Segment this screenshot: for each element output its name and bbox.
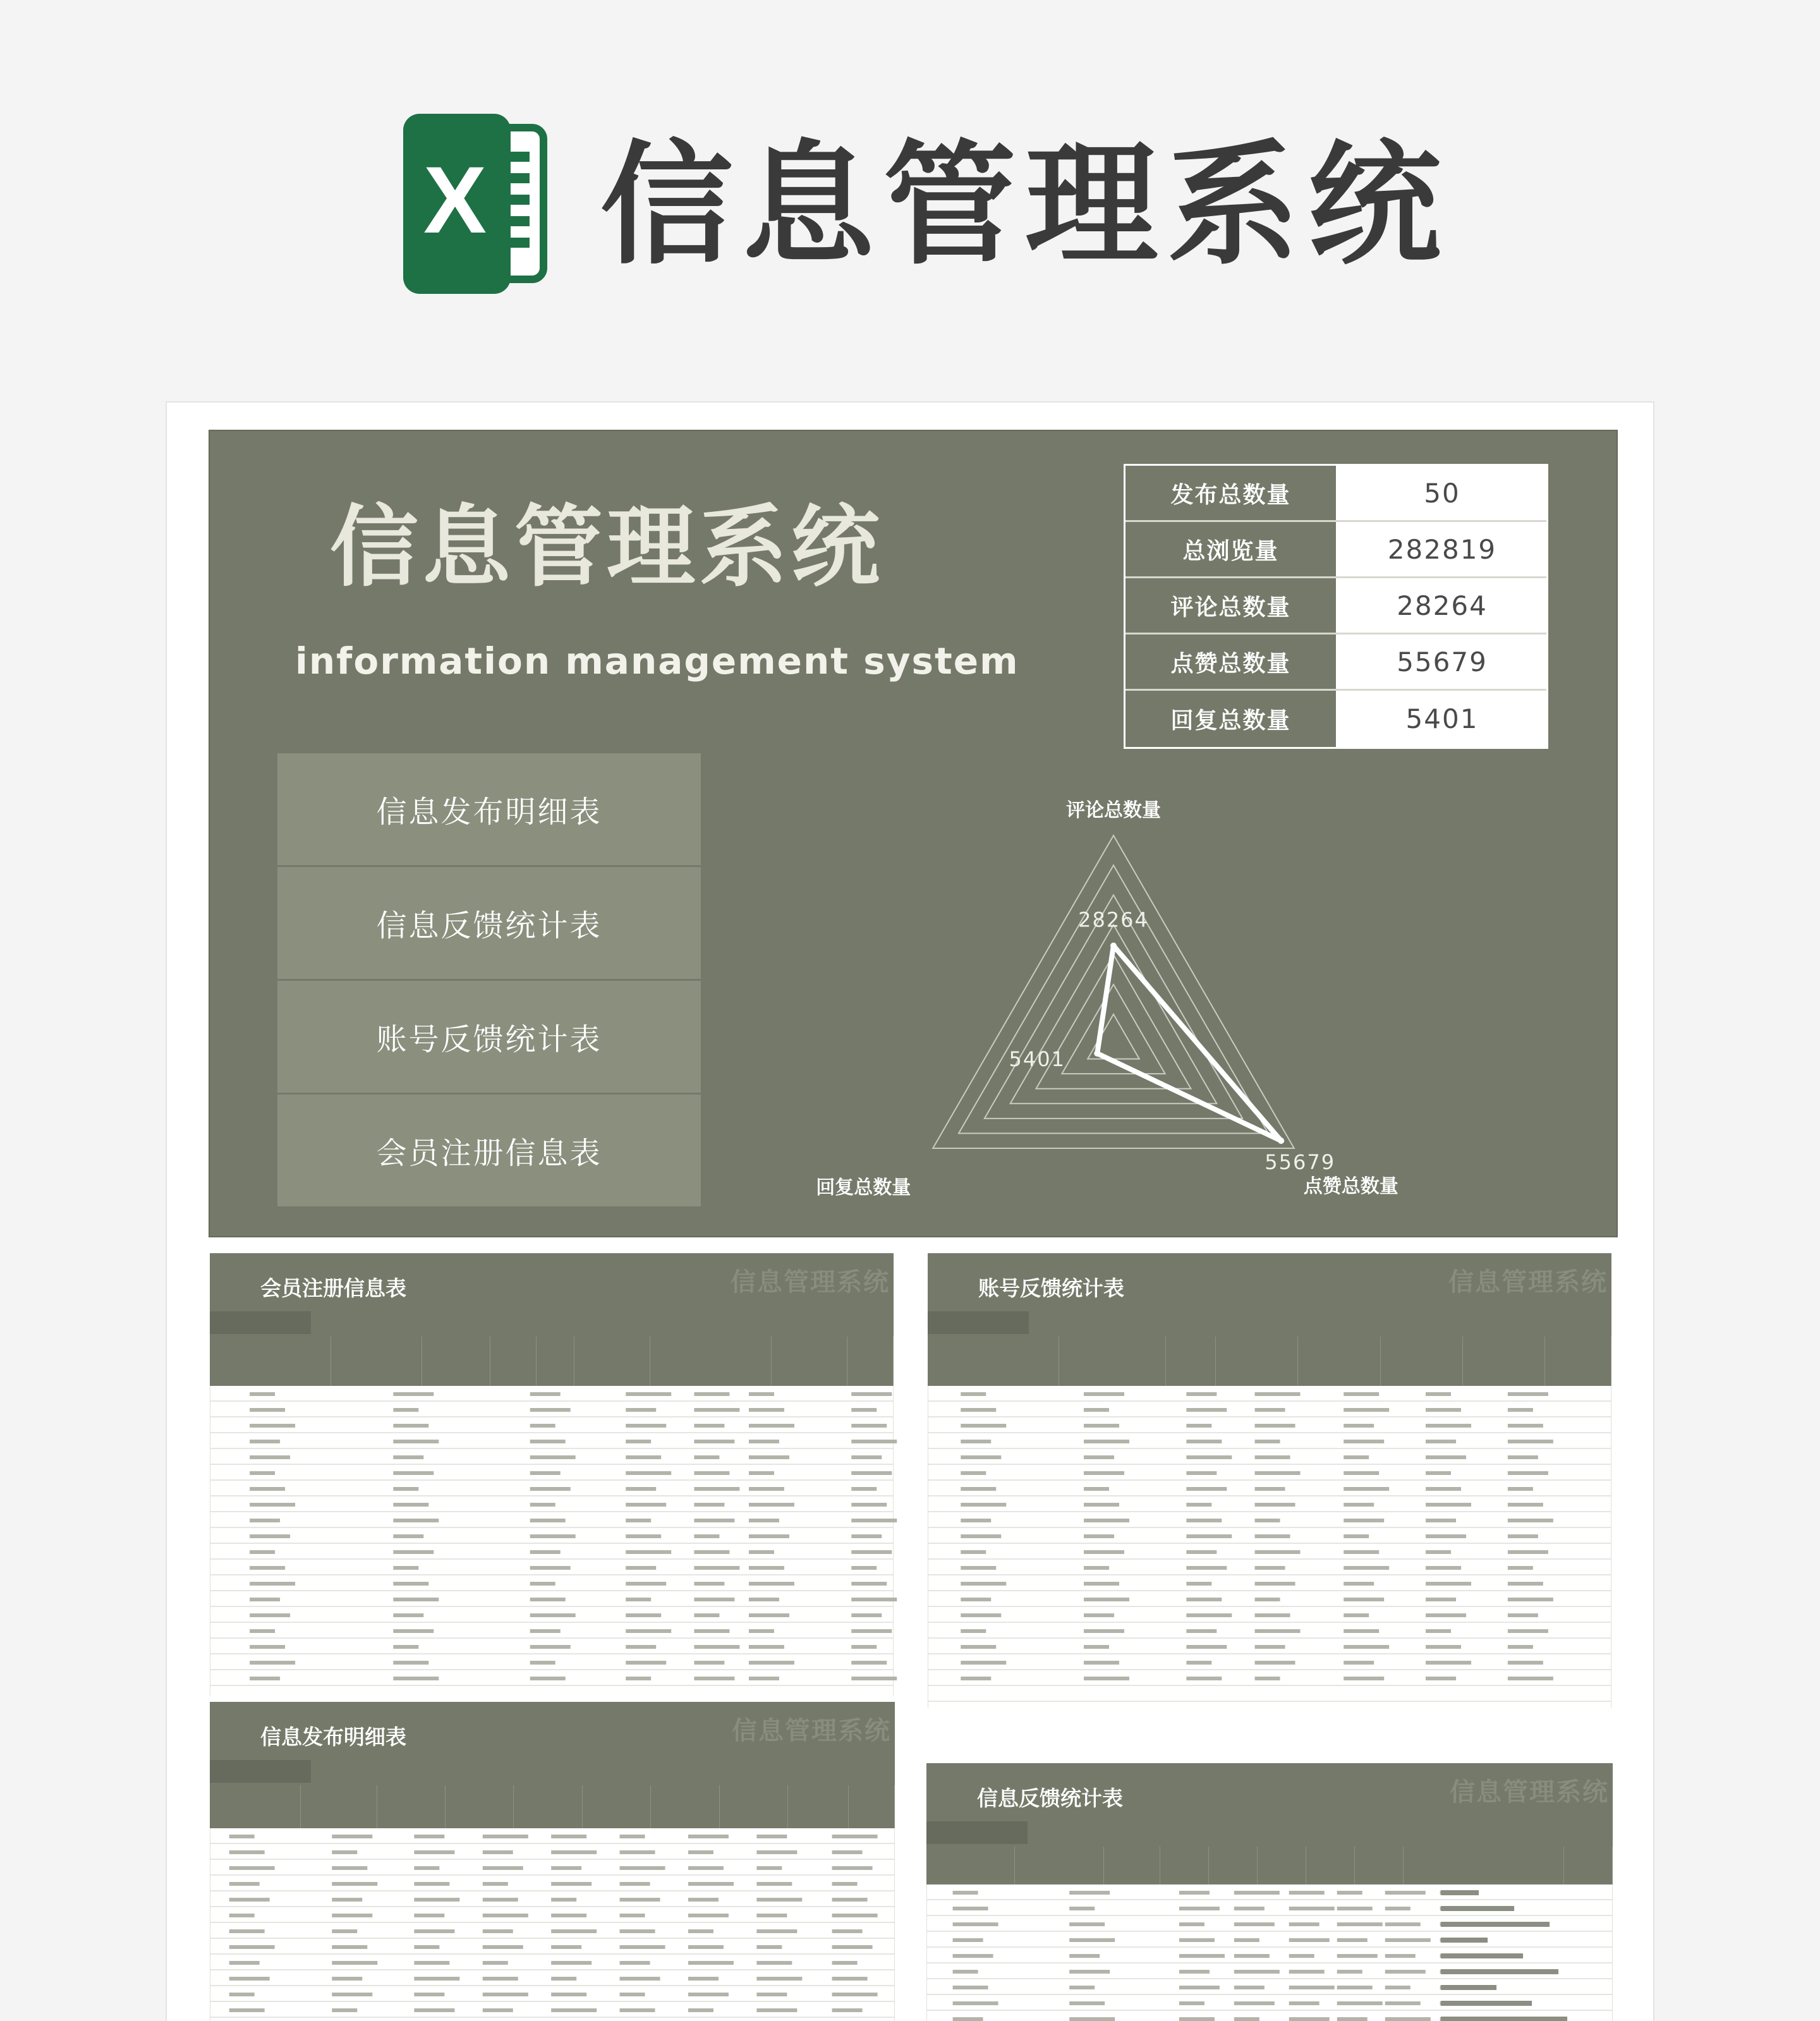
column-header-row [926,1847,1613,1884]
nav-button-account-feedback[interactable]: 账号反馈统计表 [277,981,701,1093]
radar-chart [804,772,1499,1199]
radar-data-label: 55679 [1265,1150,1336,1175]
sheet-member-register [210,1253,894,1696]
nav-button-publish-detail[interactable]: 信息发布明细表 [277,753,701,865]
sheet-rows [926,1884,1613,2021]
radar-axis-label: 回复总数量 [816,1177,911,1199]
sheet-tag [926,1821,1028,1844]
kpi-label: 评论总数量 [1125,578,1338,633]
sheet-title: 会员注册信息表 [260,1276,406,1301]
sheet-watermark: 信息管理系统 [731,1268,890,1297]
kpi-label: 点赞总数量 [1125,634,1338,689]
kpi-label: 回复总数量 [1125,691,1338,747]
kpi-label: 发布总数量 [1125,466,1338,520]
kpi-row [1125,522,1546,578]
radar-grid-ring [933,835,1294,1148]
sheet-rows [210,1386,894,1696]
kpi-label: 总浏览量 [1125,522,1338,576]
kpi-value: 55679 [1338,634,1546,689]
column-header-row [210,1337,894,1386]
sheet-feedback-stats [926,1763,1613,2021]
sheet-publish-detail [210,1702,895,2021]
sheet-header [210,1702,895,1785]
svg-text:X: X [423,147,487,253]
dashboard-subtitle: information management system [295,640,1019,683]
excel-icon [403,114,549,294]
kpi-value: 28264 [1338,578,1546,633]
sheet-rows [210,1828,895,2021]
dashboard-title: 信息管理系统 [330,496,884,599]
radar-data-point [1278,1138,1284,1144]
sheet-title: 信息发布明细表 [260,1725,406,1749]
sheet-rows [928,1386,1611,1708]
kpi-value: 5401 [1338,691,1546,747]
sheet-watermark: 信息管理系统 [1450,1778,1609,1807]
radar-axis-label: 点赞总数量 [1303,1175,1398,1198]
sheet-header [928,1253,1611,1337]
sheet-account-feedback [928,1253,1611,1708]
kpi-row [1125,634,1546,691]
dashboard-panel [209,430,1618,1237]
kpi-value: 282819 [1338,522,1546,576]
sheet-tag [928,1311,1029,1334]
column-header-row [928,1337,1611,1386]
sheet-watermark: 信息管理系统 [732,1716,891,1745]
radar-data-label: 5401 [1009,1047,1065,1071]
kpi-table [1124,464,1548,749]
sheet-tag [210,1311,311,1334]
kpi-row [1125,466,1546,522]
kpi-row [1125,691,1546,747]
nav-button-feedback-stats[interactable]: 信息反馈统计表 [277,867,701,979]
radar-data-point [1110,943,1117,949]
sheet-header [926,1763,1613,1847]
radar-data-point [1094,1050,1100,1057]
radar-grid-ring [959,865,1268,1133]
sheet-header [210,1253,894,1337]
sheet-nav [277,753,701,1208]
radar-axis-label: 评论总数量 [1066,799,1161,822]
sheet-watermark: 信息管理系统 [1448,1268,1608,1297]
page-title: 信息管理系统 [600,128,1450,282]
nav-button-member-register[interactable]: 会员注册信息表 [277,1095,701,1206]
radar-data-label: 28264 [1078,907,1149,932]
sheet-title: 账号反馈统计表 [978,1276,1124,1301]
sheet-title: 信息反馈统计表 [977,1786,1123,1811]
sheet-tag [210,1760,311,1783]
kpi-value: 50 [1338,466,1546,520]
column-header-row [210,1785,895,1828]
page-header [0,0,1820,379]
kpi-row [1125,578,1546,634]
